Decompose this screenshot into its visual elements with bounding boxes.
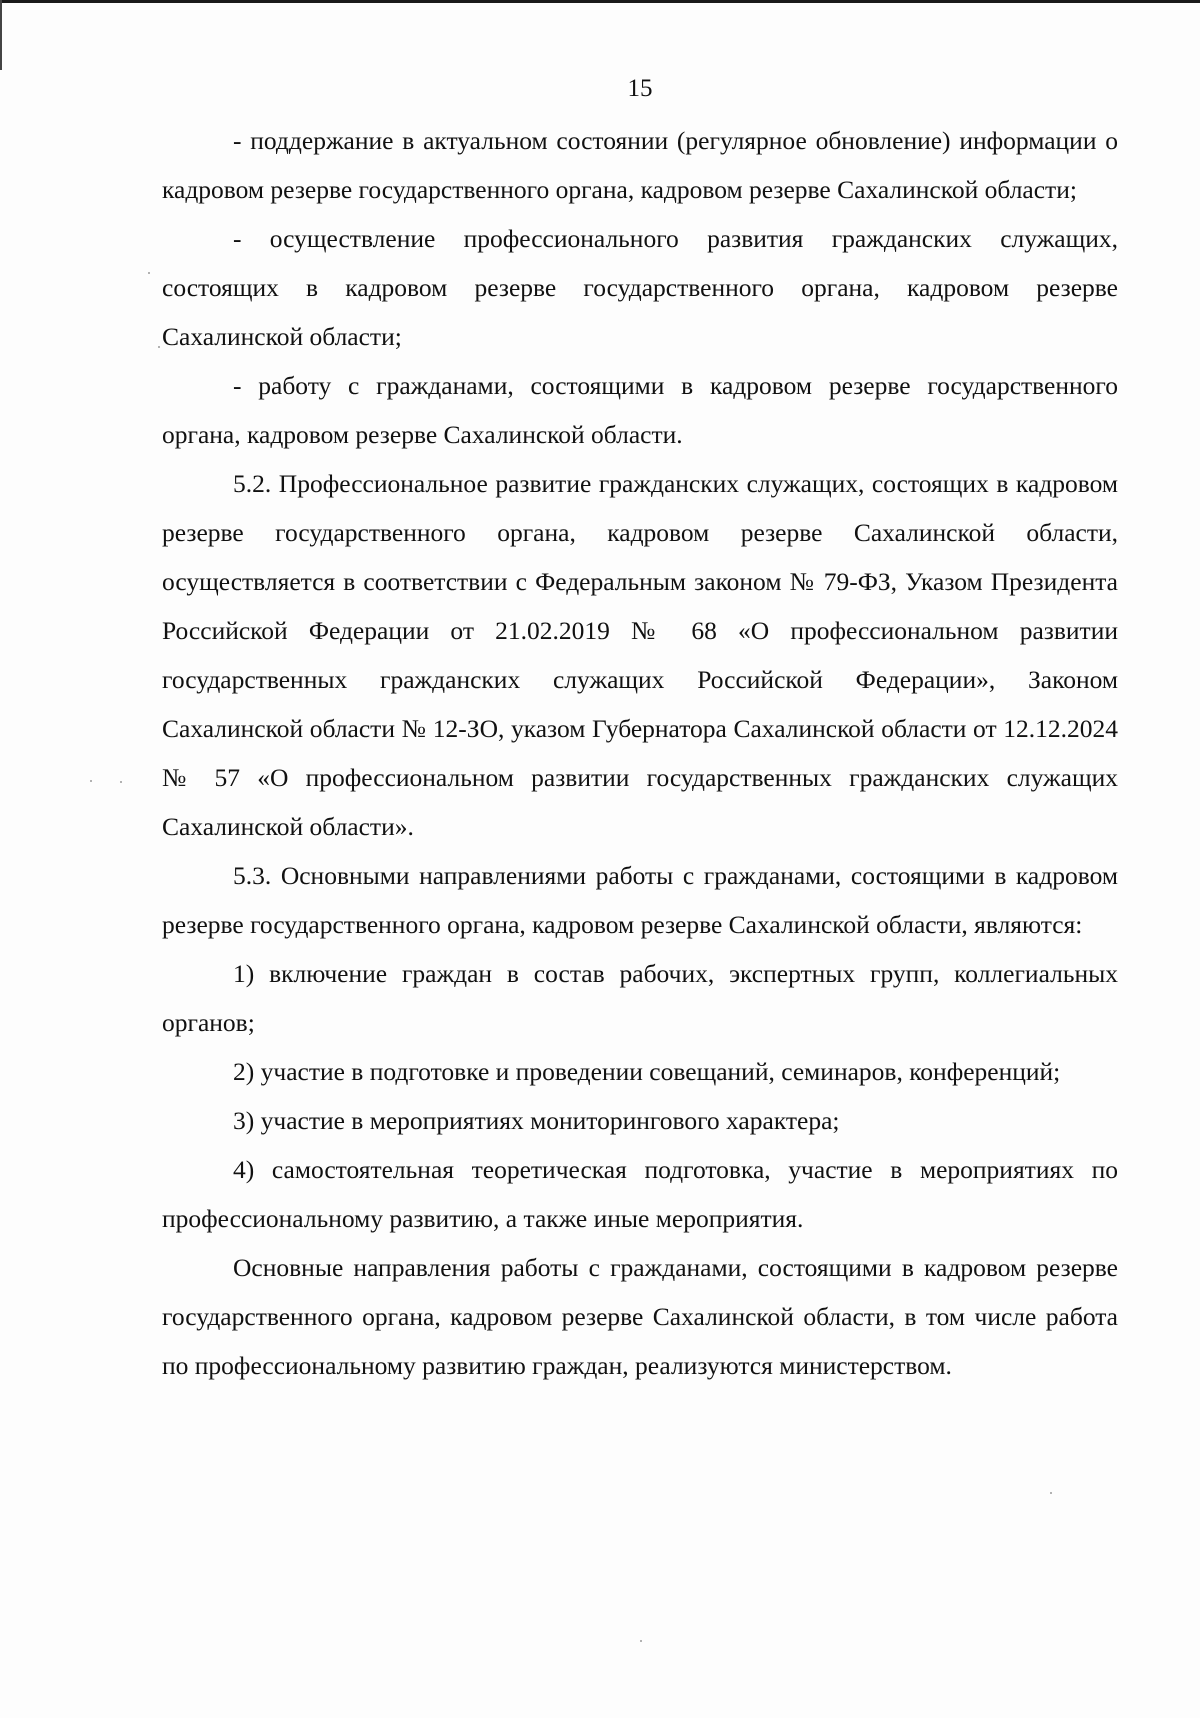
document-body [162, 116, 1118, 1390]
list-item: 1) включение граждан в состав рабочих, экспертных групп, коллегиальных органов; [162, 959, 1118, 1037]
list-item: 2) участие в подготовке и проведении совещаний, семинаров, конференций; [233, 1057, 1061, 1086]
paragraph: - поддержание в актуальном состоянии (регулярное обновление) информации о кадровом резерве государственного органа, кадровом резерве Сахалинской области; [162, 126, 1118, 204]
scan-edge-left [0, 0, 2, 70]
list-item: 3) участие в мероприятиях мониторингового характера; [233, 1106, 840, 1135]
paragraph: Основные направления работы с гражданами, состоящими в кадровом резерве государственного органа, кадровом резерве Сахалинской области, в том числе работа по профессиональному развитию граждан, реализуются министерством. [162, 1253, 1118, 1380]
paragraph: 5.2. Профессиональное развитие гражданских служащих, состоящих в кадровом резерве государственного органа, кадровом резерве Сахалинской области, осуществляется в соответствии с Федеральным законом № 79-ФЗ, Указом Президента Российской Федерации от 21.02.2019 № 68 «О профессиональном развитии государственных гражданских служащих Российской Федерации», Законом Сахалинской области № 12-ЗО, указом Губернатора Сахалинской области от 12.12.2024 № 57 «О профессиональном развитии государственных гражданских служащих Сахалинской области». [162, 469, 1118, 841]
scan-edge-top [0, 0, 1200, 3]
paragraph: - осуществление профессионального развития гражданских служащих, состоящих в кадровом резерве государственного органа, кадровом резерве Сахалинской области; [162, 224, 1118, 351]
scan-speck [90, 780, 92, 782]
list-item: 4) самостоятельная теоретическая подготовка, участие в мероприятиях по профессиональному развитию, а также иные мероприятия. [162, 1155, 1118, 1233]
scan-speck [1050, 1492, 1052, 1494]
scan-speck [148, 272, 150, 274]
paragraph: - работу с гражданами, состоящими в кадровом резерве государственного органа, кадровом резерве Сахалинской области. [162, 371, 1118, 449]
scan-speck [640, 1640, 642, 1642]
page-number: 15 [627, 75, 653, 102]
scan-speck [120, 781, 122, 783]
paragraph: 5.3. Основными направлениями работы с гражданами, состоящими в кадровом резерве государственного органа, кадровом резерве Сахалинской области, являются: [162, 861, 1118, 939]
scan-speck [158, 346, 160, 348]
